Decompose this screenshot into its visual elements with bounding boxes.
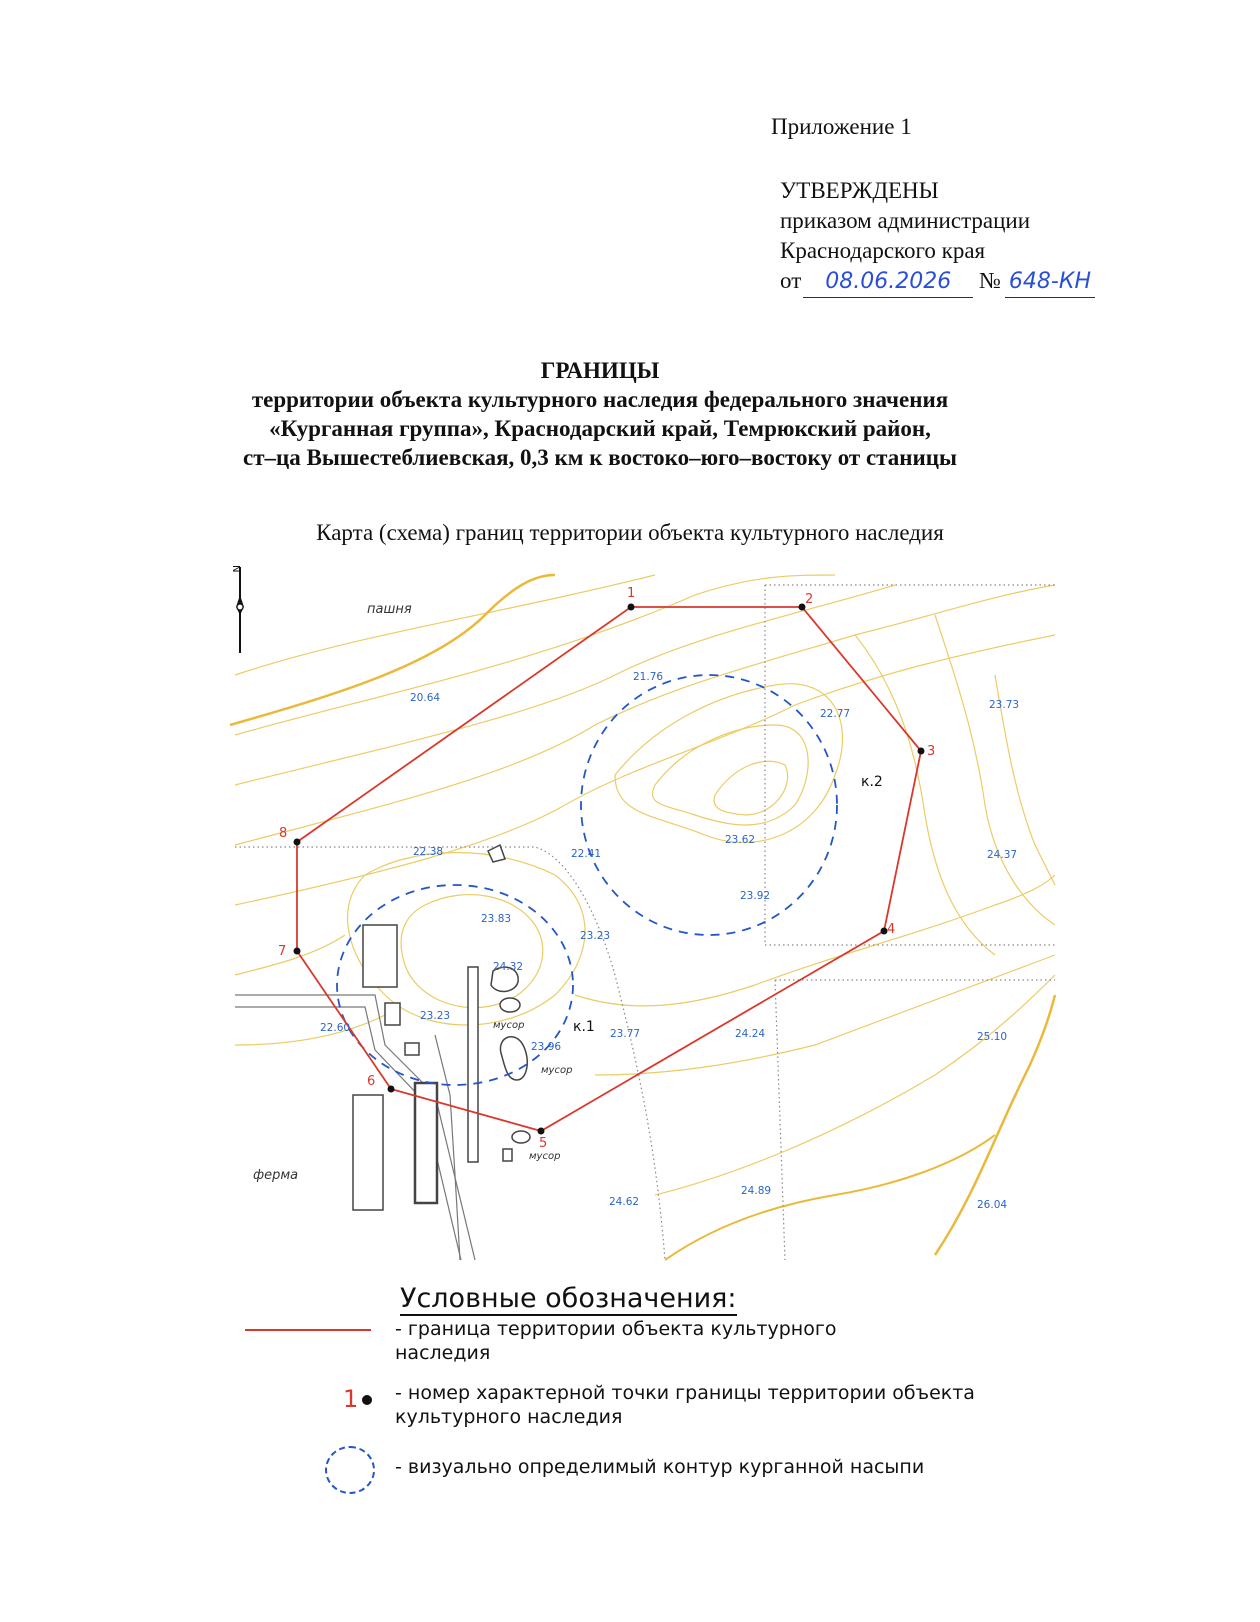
spot-height: 25.10 xyxy=(977,1031,1008,1043)
title-line-1: ГРАНИЦЫ xyxy=(540,358,660,383)
boundary-point-3 xyxy=(918,748,925,755)
appendix-label: Приложение 1 xyxy=(771,114,912,139)
title-line-4: ст–ца Вышестеблиевская, 0,3 км к востоко–юго–востоку от станицы xyxy=(243,445,957,470)
map-subtitle: Карта (схема) границ территории объекта культурного наследия xyxy=(316,520,944,545)
trash-pile-2 xyxy=(500,1037,527,1080)
map-canvas xyxy=(230,565,1055,1260)
spot-height: 24.24 xyxy=(735,1028,766,1040)
spot-height: 24.37 xyxy=(987,849,1018,861)
legend-mound-text: - визуально определимый контур курганной насыпи xyxy=(395,1456,925,1478)
north-arrow-icon xyxy=(230,565,244,653)
boundary-point-7 xyxy=(294,948,301,955)
spot-height: 21.76 xyxy=(633,671,664,683)
trash-label-2: мусор xyxy=(541,1065,573,1076)
spot-height: 23.77 xyxy=(610,1028,641,1040)
legend-title: Условные обозначения: xyxy=(400,1283,737,1314)
document-title xyxy=(0,356,1200,472)
spot-height: 22.77 xyxy=(820,708,851,720)
mound-label-k1: к.1 xyxy=(573,1019,595,1035)
building-3 xyxy=(405,1043,419,1055)
approval-block xyxy=(780,176,1095,298)
mound-contour-symbol xyxy=(325,1446,375,1494)
region-label: Краснодарского края xyxy=(780,238,986,263)
building-1 xyxy=(363,925,397,987)
point-dot-icon xyxy=(362,1395,372,1405)
spot-height: 23.62 xyxy=(725,834,756,846)
spot-height: 23.73 xyxy=(989,699,1020,711)
spot-height: 23.23 xyxy=(580,930,611,942)
spot-height: 22.60 xyxy=(320,1022,351,1034)
date-number-line xyxy=(780,266,1095,298)
farm-label: ферма xyxy=(253,1168,299,1183)
trash-pile-1 xyxy=(500,998,520,1012)
point-label-7: 7 xyxy=(278,944,287,959)
trash-pile-3 xyxy=(512,1131,530,1143)
point-label-4: 4 xyxy=(887,922,896,937)
boundary-point-5 xyxy=(538,1128,545,1135)
point-label-8: 8 xyxy=(279,826,288,841)
number-label: № xyxy=(979,268,1001,293)
point-label-1: 1 xyxy=(627,586,636,601)
boundary-point-6 xyxy=(388,1086,395,1093)
order-label: приказом администрации xyxy=(780,208,1031,233)
building-long xyxy=(468,967,478,1162)
main-contour xyxy=(230,575,555,725)
from-label: от xyxy=(780,268,802,293)
spot-height: 24.62 xyxy=(609,1196,640,1208)
point-symbol xyxy=(343,1385,372,1413)
legend-boundary-text: - граница территории объекта культурного наследия xyxy=(395,1318,837,1364)
boundary-point-8 xyxy=(294,839,301,846)
spot-height: 20.64 xyxy=(410,692,441,704)
point-label-6: 6 xyxy=(367,1074,376,1089)
mound-label-k2: к.2 xyxy=(861,774,883,790)
spot-height: 23.83 xyxy=(481,913,512,925)
field-label: пашня xyxy=(367,602,412,617)
boundary-line-symbol xyxy=(245,1329,371,1331)
title-line-3: «Курганная группа», Краснодарский край, Темрюкский район, xyxy=(269,416,931,441)
legend-point-text: - номер характерной точки границы территории объекта культурного наследия xyxy=(395,1382,975,1428)
spot-height: 26.04 xyxy=(977,1199,1008,1211)
spot-height: 23.92 xyxy=(740,890,771,902)
point-symbol-number: 1 xyxy=(343,1385,359,1413)
spot-height: 23.96 xyxy=(531,1041,562,1053)
spot-height: 24.32 xyxy=(493,961,524,973)
handwritten-date: 08.06.2026 xyxy=(803,267,973,298)
approved-label: УТВЕРЖДЕНЫ xyxy=(780,178,939,203)
spot-height: 24.89 xyxy=(741,1185,772,1197)
building-small xyxy=(503,1149,512,1161)
trash-label-1: мусор xyxy=(493,1020,525,1031)
main-contour-south xyxy=(665,1135,995,1260)
boundary-point-1 xyxy=(628,604,635,611)
handwritten-number: 648-КН xyxy=(1005,267,1095,298)
point-label-2: 2 xyxy=(805,592,814,607)
spot-height: 22.41 xyxy=(571,848,602,860)
building-tiny xyxy=(488,845,505,862)
spot-height: 22.38 xyxy=(413,846,444,858)
north-arrow-label: N xyxy=(230,565,241,573)
point-label-3: 3 xyxy=(927,744,936,759)
building-farm-1 xyxy=(353,1095,383,1210)
building-2 xyxy=(385,1003,400,1025)
point-label-5: 5 xyxy=(539,1136,548,1151)
spot-height: 23.23 xyxy=(420,1010,451,1022)
trash-label-3: мусор xyxy=(529,1151,561,1162)
boundary-map xyxy=(230,565,1055,1260)
title-line-2: территории объекта культурного наследия федерального значения xyxy=(251,387,949,412)
